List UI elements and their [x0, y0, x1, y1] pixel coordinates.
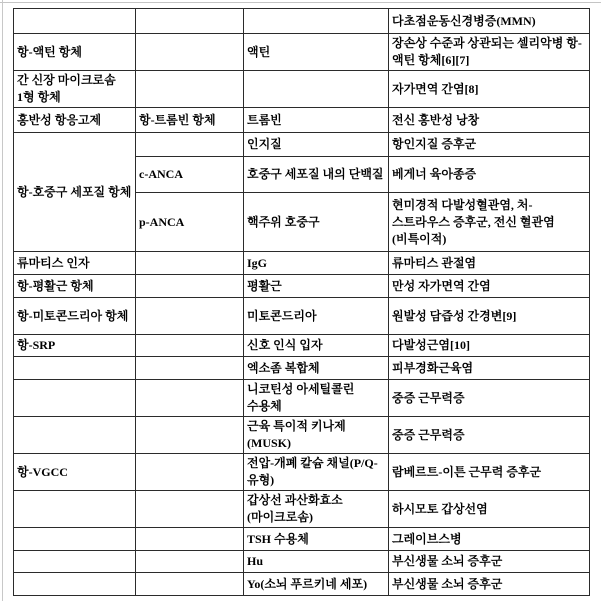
table-cell: 항-평활근 항체 [14, 275, 136, 298]
table-cell: 현미경적 다발성혈관염, 처-스트라우스 증후군, 전신 혈관염(비특이적) [389, 193, 590, 252]
table-cell [136, 71, 244, 108]
table-row [14, 133, 590, 157]
table-cell [14, 357, 136, 380]
table-cell: 미토콘드리아 [244, 298, 389, 335]
table-cell: 자가면역 간염[8] [389, 71, 590, 108]
table-cell [14, 573, 136, 596]
table-row [14, 551, 590, 573]
table-cell [136, 551, 244, 573]
table-row [14, 34, 590, 71]
table-cell: 전신 홍반성 낭창 [389, 108, 590, 133]
table-cell: 장손상 수준과 상관되는 셀리악병 항-액틴 항체[6][7] [389, 34, 590, 71]
table-cell [136, 491, 244, 528]
table-cell: 항-액틴 항체 [14, 34, 136, 71]
table-cell: c-ANCA [136, 157, 244, 193]
autoantibody-table-body [14, 9, 590, 596]
table-cell [14, 551, 136, 573]
table-row [14, 71, 590, 108]
table-row [14, 573, 590, 596]
table-cell: 원발성 담즙성 간경변[9] [389, 298, 590, 335]
table-cell [14, 491, 136, 528]
scan-artifact-left [2, 0, 3, 601]
table-cell: 류마티스 인자 [14, 252, 136, 275]
table-cell: 신호 인식 입자 [244, 335, 389, 357]
table-row [14, 9, 590, 34]
table-cell: 부신생물 소뇌 증후군 [389, 573, 590, 596]
table-cell: 핵주위 호중구 [244, 193, 389, 252]
table-cell: 전압-개폐 칼슘 채널(P/Q-유형) [244, 454, 389, 491]
table-cell: 항-SRP [14, 335, 136, 357]
table-cell [14, 380, 136, 417]
table-cell: 근육 특이적 키나제(MUSK) [244, 417, 389, 454]
table-cell: 갑상선 과산화효소(마이크로솜) [244, 491, 389, 528]
table-cell [136, 417, 244, 454]
table-row [14, 491, 590, 528]
scan-artifact-top [0, 2, 601, 3]
table-cell [136, 357, 244, 380]
table-row [14, 357, 590, 380]
table-cell: 부신생물 소뇌 증후군 [389, 551, 590, 573]
table-cell: 다발성근염[10] [389, 335, 590, 357]
table-cell: 엑소좀 복합체 [244, 357, 389, 380]
table-cell: TSH 수용체 [244, 528, 389, 551]
table-cell: 만성 자가면역 간염 [389, 275, 590, 298]
table-cell: 홍반성 항응고제 [14, 108, 136, 133]
table-cell: 평활근 [244, 275, 389, 298]
table-cell [136, 573, 244, 596]
table-cell: IgG [244, 252, 389, 275]
autoantibody-table [13, 8, 590, 596]
table-cell: 항-미토콘드리아 항체 [14, 298, 136, 335]
table-cell [14, 9, 136, 34]
table-cell: 그레이브스병 [389, 528, 590, 551]
table-cell [136, 275, 244, 298]
table-row [14, 417, 590, 454]
table-row [14, 298, 590, 335]
table-cell [136, 34, 244, 71]
table-cell [244, 9, 389, 34]
table-cell [136, 380, 244, 417]
table-cell: 니코틴성 아세틸콜린 수용체 [244, 380, 389, 417]
table-cell [136, 9, 244, 34]
table-row [14, 528, 590, 551]
table-cell [136, 335, 244, 357]
table-cell [14, 417, 136, 454]
table-row [14, 275, 590, 298]
table-cell: p-ANCA [136, 193, 244, 252]
table-cell: 류마티스 관절염 [389, 252, 590, 275]
table-cell: 피부경화근육염 [389, 357, 590, 380]
table-cell: 항-트롬빈 항체 [136, 108, 244, 133]
table-cell: 하시모토 갑상선염 [389, 491, 590, 528]
table-cell: 호중구 세포질 내의 단백질 [244, 157, 389, 193]
table-cell: 항-VGCC [14, 454, 136, 491]
table-cell [136, 298, 244, 335]
table-cell [136, 252, 244, 275]
table-row [14, 108, 590, 133]
table-cell [244, 71, 389, 108]
table-row [14, 335, 590, 357]
table-cell: 다초점운동신경병증(MMN) [389, 9, 590, 34]
table-cell: 인지질 [244, 133, 389, 157]
table-cell: 중증 근무력증 [389, 380, 590, 417]
table-cell [136, 133, 244, 157]
table-cell: 액틴 [244, 34, 389, 71]
table-row [14, 380, 590, 417]
table-cell [14, 528, 136, 551]
table-cell: 람베르트-이튼 근무력 증후군 [389, 454, 590, 491]
table-cell: 트롬빈 [244, 108, 389, 133]
table-cell: 중증 근무력증 [389, 417, 590, 454]
table-cell: 항인지질 증후군 [389, 133, 590, 157]
table-cell: 간 신장 마이크로솜 1형 항체 [14, 71, 136, 108]
table-cell [136, 454, 244, 491]
table-cell: 베게너 육아종증 [389, 157, 590, 193]
table-cell: Yo(소뇌 푸르키네 세포) [244, 573, 389, 596]
table-cell: Hu [244, 551, 389, 573]
table-row [14, 454, 590, 491]
table-row [14, 252, 590, 275]
table-cell [136, 528, 244, 551]
table-cell: 항-호중구 세포질 항체 [14, 133, 136, 252]
